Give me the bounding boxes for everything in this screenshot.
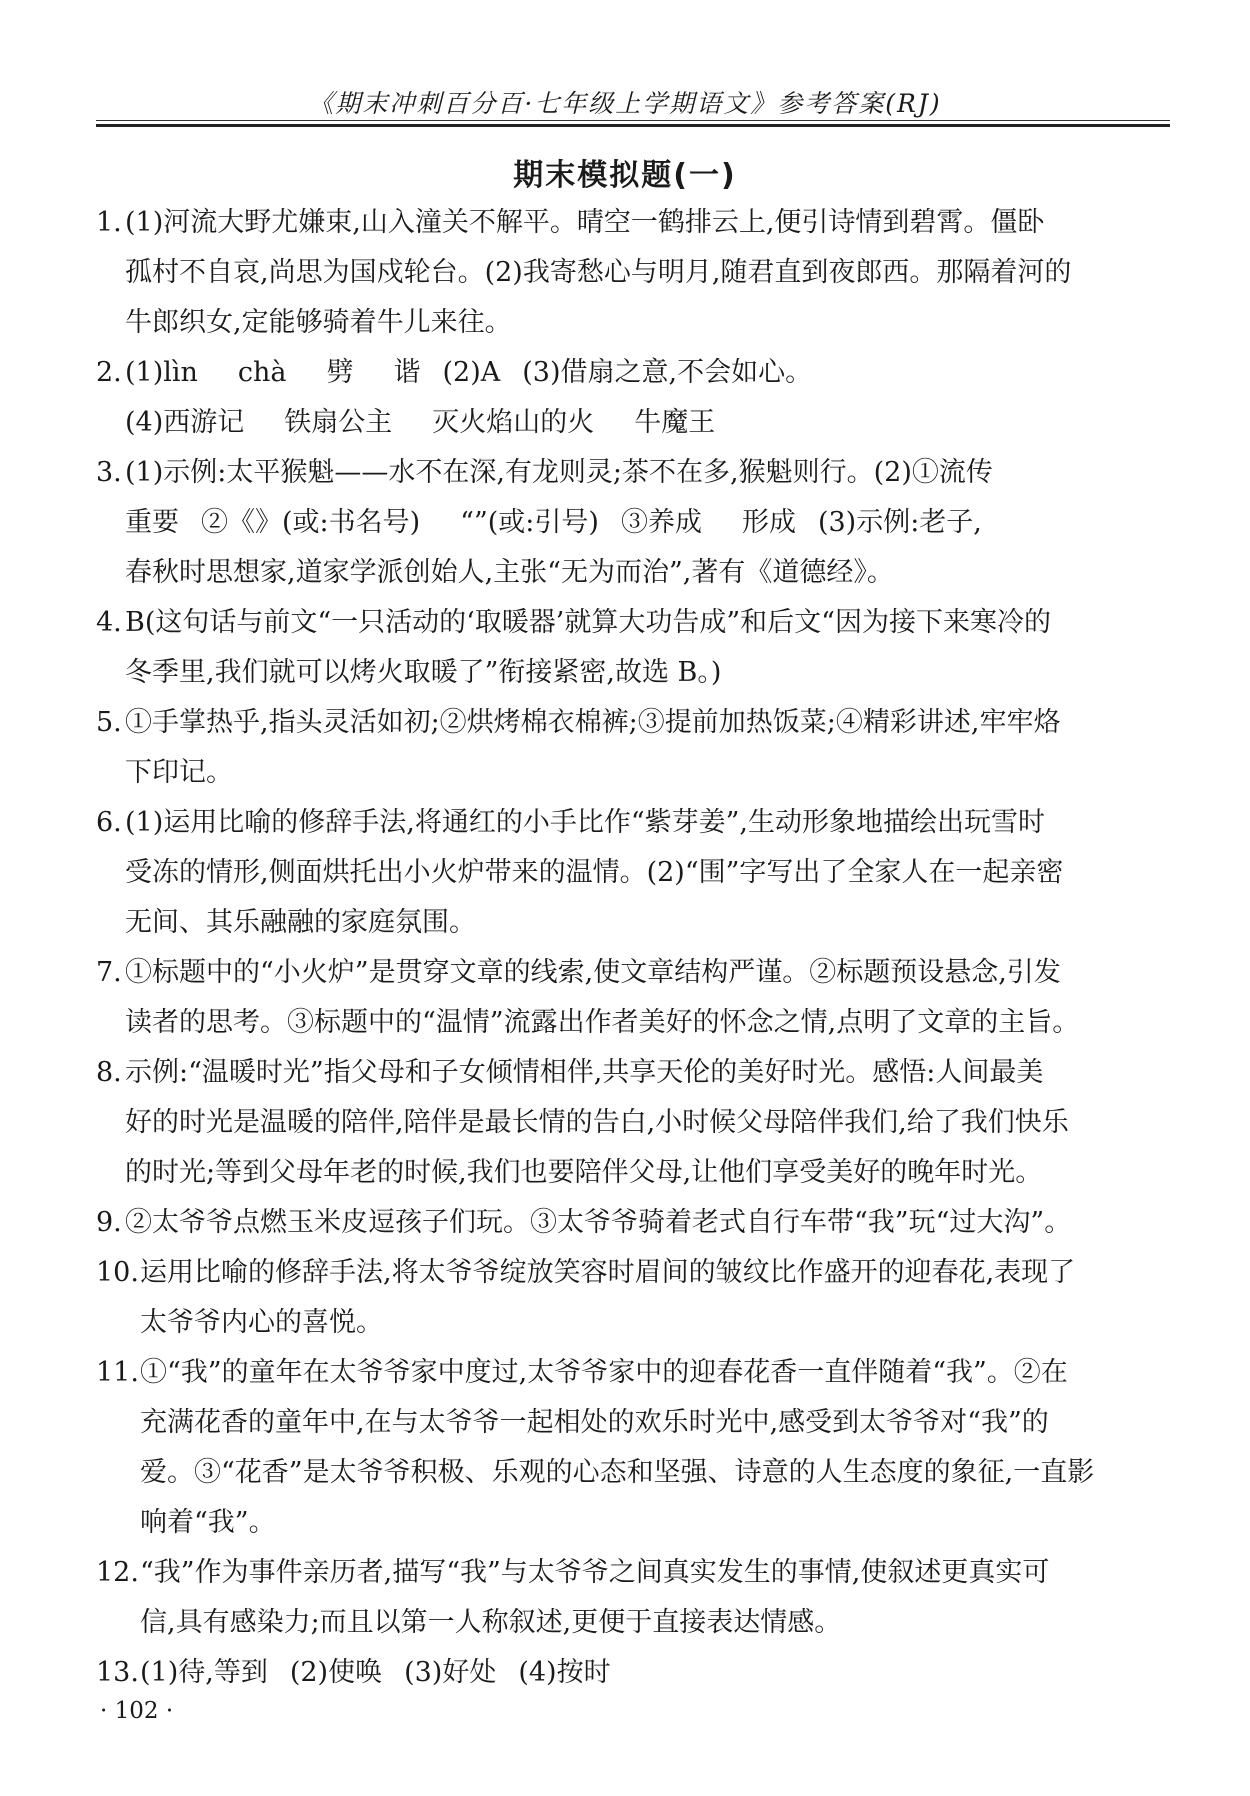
answer-part: (2)A (442, 357, 501, 388)
answer-part: (3)借扇之意,不会如心。 (522, 357, 813, 388)
answer-line (125, 398, 1172, 448)
answer-number: 6. (96, 807, 122, 838)
answer-line: B(这句话与前文“一只活动的‘取暖器’就算大功告成”和后文“因为接下来寒冷的 (125, 607, 1051, 638)
answer-line (125, 498, 1172, 548)
answer-line: 春秋时思想家,道家学派创始人,主张“无为而治”,著有《道德经》。 (125, 557, 894, 588)
answer-line: ①手掌热乎,指头灵活如初;②烘烤棉衣棉裤;③提前加热饭菜;④精彩讲述,牢牢烙 (125, 707, 1061, 738)
answer-number: 4. (96, 607, 122, 638)
answer-number: 5. (96, 707, 122, 738)
answer-part: (3)好处 (404, 1657, 497, 1688)
answer-line: 孤村不自哀,尚思为国戍轮台。(2)我寄愁心与明月,随君直到夜郎西。那隔着河的 (125, 257, 1072, 288)
answer-part: (2)使唤 (289, 1657, 383, 1688)
answer-part: ②《》(或:书名号) (201, 507, 421, 538)
header-rule-thin (96, 120, 1170, 121)
answer-line: 受冻的情形,侧面烘托出小火炉带来的温情。(2)“围”字写出了全家人在一起亲密 (125, 857, 1064, 888)
answer-part: (4)按时 (518, 1657, 611, 1688)
answer-line: ①“我”的童年在太爷爷家中度过,太爷爷家中的迎春花香一直伴随着“我”。②在 (140, 1357, 1068, 1388)
answer-line: (1)示例:太平猴魁——水不在深,有龙则灵;茶不在多,猴魁则行。(2)①流传 (125, 457, 993, 488)
answer-line (140, 1648, 1172, 1698)
answer-item-7 (96, 948, 1172, 1048)
answer-item-12 (96, 1548, 1172, 1648)
answer-line (125, 348, 1172, 398)
answer-line: 冬季里,我们就可以烤火取暖了”衔接紧密,故选 B。) (125, 657, 722, 688)
header-rule-thick (96, 124, 1170, 127)
answer-part: 劈 (326, 357, 354, 388)
answer-part: chà (237, 357, 287, 388)
answer-line: 的时光;等到父母年老的时候,我们也要陪伴父母,让他们享受美好的晚年时光。 (125, 1157, 1043, 1188)
answer-part: 形成 (741, 507, 796, 538)
answer-part: 灭火焰山的火 (432, 407, 595, 438)
running-header: 《期末冲刺百分百·七年级上学期语文》参考答案(RJ) (308, 89, 942, 118)
answer-number: 3. (96, 457, 122, 488)
answer-line: (1)河流大野尤嫌束,山入潼关不解平。晴空一鹤排云上,便引诗情到碧霄。僵卧 (125, 207, 1045, 238)
answer-line: 读者的思考。③标题中的“温情”流露出作者美好的怀念之情,点明了文章的主旨。 (125, 1007, 1080, 1038)
answer-part: “”(或:引号) (460, 507, 599, 538)
answer-item-13 (96, 1648, 1172, 1698)
answer-line: 下印记。 (125, 757, 233, 788)
answer-number: 13. (96, 1657, 139, 1688)
answer-part: 铁扇公主 (284, 407, 393, 438)
answer-number: 7. (96, 957, 122, 988)
answer-item-8 (96, 1048, 1172, 1198)
answer-list (96, 198, 1172, 1698)
answer-item-2 (96, 348, 1172, 448)
answer-item-11 (96, 1348, 1172, 1548)
answer-line: (1)运用比喻的修辞手法,将通红的小手比作“紫芽姜”,生动形象地描绘出玩雪时 (125, 807, 1046, 838)
answer-line: 响着“我”。 (140, 1507, 276, 1538)
answer-line: 太爷爷内心的喜悦。 (140, 1307, 383, 1338)
answer-item-9 (96, 1198, 1172, 1248)
answer-line: 运用比喻的修辞手法,将太爷爷绽放笑容时眉间的皱纹比作盛开的迎春花,表现了 (140, 1257, 1076, 1288)
answer-number: 9. (96, 1207, 122, 1238)
answer-number: 2. (96, 357, 122, 388)
answer-number: 1. (96, 207, 122, 238)
answer-line: “我”作为事件亲历者,描写“我”与太爷爷之间真实发生的事情,使叙述更真实可 (140, 1557, 1050, 1588)
answer-part: (1)待,等到 (140, 1657, 268, 1688)
answer-number: 8. (96, 1057, 122, 1088)
answer-line: 爱。③“花香”是太爷爷积极、乐观的心态和坚强、诗意的人生态度的象征,一直影 (140, 1457, 1095, 1488)
answer-item-10 (96, 1248, 1172, 1348)
answer-part: (1)lìn (125, 357, 198, 388)
answer-number: 11. (96, 1357, 139, 1388)
answer-line: 无间、其乐融融的家庭氛围。 (125, 907, 476, 938)
answer-part: ③养成 (620, 507, 702, 538)
answer-item-1 (96, 198, 1172, 348)
answer-line: 信,具有感染力;而且以第一人称叙述,更便于直接表达情感。 (140, 1607, 842, 1638)
section-title: 期末模拟题(一) (513, 158, 737, 193)
answer-number: 12. (96, 1557, 139, 1588)
answer-line: 示例:“温暖时光”指父母和子女倾情相伴,共享天伦的美好时光。感悟:人间最美 (125, 1057, 1044, 1088)
answer-part: 重要 (125, 507, 179, 538)
answer-line: ①标题中的“小火炉”是贯穿文章的线索,使文章结构严谨。②标题预设悬念,引发 (125, 957, 1061, 988)
answer-item-3 (96, 448, 1172, 598)
answer-part: 谐 (393, 357, 421, 388)
answer-number: 10. (96, 1257, 139, 1288)
answer-line: 充满花香的童年中,在与太爷爷一起相处的欢乐时光中,感受到太爷爷对“我”的 (140, 1407, 1049, 1438)
answer-line: ②太爷爷点燃玉米皮逗孩子们玩。③太爷爷骑着老式自行车带“我”玩“过大沟”。 (125, 1207, 1072, 1238)
answer-line: 好的时光是温暖的陪伴,陪伴是最长情的告白,小时候父母陪伴我们,给了我们快乐 (125, 1107, 1069, 1138)
answer-part: (3)示例:老子, (817, 507, 982, 538)
answer-item-4 (96, 598, 1172, 698)
answer-part: 牛魔王 (634, 407, 716, 438)
answer-part: (4)西游记 (125, 407, 245, 438)
answer-item-5 (96, 698, 1172, 798)
answer-item-6 (96, 798, 1172, 948)
answer-line: 牛郎织女,定能够骑着牛儿来往。 (125, 307, 512, 338)
page-number: · 102 · (100, 1698, 174, 1724)
